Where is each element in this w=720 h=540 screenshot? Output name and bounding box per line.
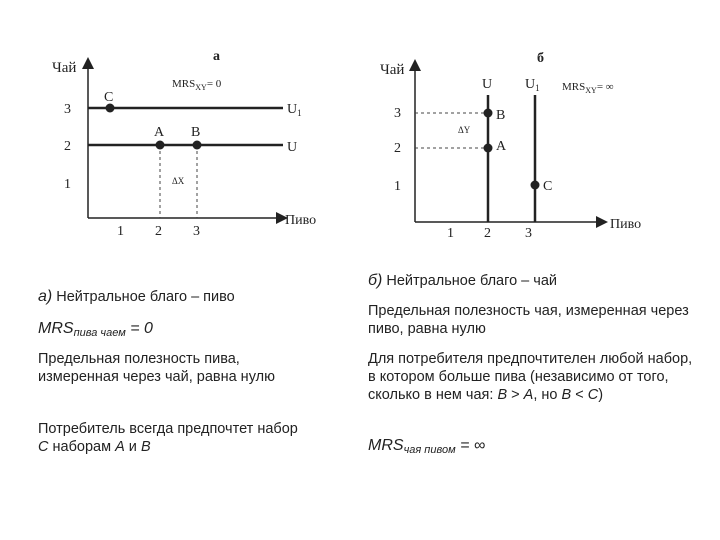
left-heading-letter: а)	[38, 288, 53, 305]
curve-u-label: U	[287, 140, 298, 155]
graph-a-y-tick-2: 2	[64, 139, 71, 154]
point-b-label: B	[191, 125, 201, 140]
left-mrs-value: = 0	[125, 320, 153, 337]
graph-a	[0, 0, 360, 280]
point-a-label: A	[154, 125, 165, 140]
delta-x-label: ΔX	[172, 176, 185, 186]
graph-a-mrs: $MRS_{XY}= 0$	[172, 78, 222, 92]
point-c-label: C	[543, 179, 553, 194]
left-mrs-formula	[38, 320, 338, 339]
graph-a-y-axis-label: Чай	[52, 60, 77, 76]
graph-b-y-tick-2: 2	[394, 141, 401, 156]
point-b	[193, 141, 202, 150]
right-heading	[368, 272, 688, 290]
right-heading-letter: б)	[368, 272, 383, 289]
graph-b-y-tick-1: 1	[394, 179, 401, 194]
graph-b-x-axis-label: Пиво	[610, 217, 642, 232]
graph-a-y-tick-3: 3	[64, 102, 71, 117]
graph-b-y-axis-label: Чай	[380, 62, 405, 78]
graph-a-y-tick-1: 1	[64, 177, 71, 192]
left-paragraph-1: Предельная полезность пива, измеренная через чай, равна нулю	[38, 351, 275, 385]
graph-b-x-tick-2: 2	[484, 226, 491, 241]
right-paragraph-2: Для потребителя предпочтителен любой набор, в котором больше пива (независимо от того, сколько в нем чая: B > A, но B < C)	[368, 351, 693, 403]
point-c	[531, 181, 540, 190]
left-heading	[38, 288, 338, 306]
point-b	[484, 109, 493, 118]
curve-u-label: U	[482, 77, 493, 92]
point-a	[484, 144, 493, 153]
curve-u1-label: $U_1$	[287, 102, 302, 118]
right-mrs-main: MRS	[368, 437, 404, 454]
right-heading-text: Нейтральное благо – чай	[382, 273, 557, 289]
left-mrs-main: MRS	[38, 320, 74, 337]
graph-a-x-tick-3: 3	[193, 224, 200, 239]
left-mrs-sub: пива чаем	[73, 327, 126, 339]
right-mrs-formula	[368, 437, 688, 456]
graph-a-x-tick-2: 2	[155, 224, 162, 239]
point-c-label: C	[104, 90, 114, 105]
graph-b-y-tick-3: 3	[394, 106, 401, 121]
curve-u1-label: $U_1$	[525, 77, 540, 93]
graph-b-mrs: $MRS_{XY}=$ ∞	[562, 81, 614, 95]
point-b-label: B	[496, 108, 506, 123]
graph-b	[360, 0, 720, 280]
right-mrs-sub: чая пивом	[403, 444, 456, 456]
graph-a-x-axis-label: Пиво	[285, 213, 317, 228]
graph-a-x-tick-1: 1	[117, 224, 124, 239]
delta-y-label: ΔY	[458, 125, 471, 135]
graph-a-title: а	[213, 49, 220, 64]
right-paragraph-1: Предельная полезность чая, измеренная через пиво, равна нулю	[368, 303, 689, 337]
graph-b-x-tick-1: 1	[447, 226, 454, 241]
left-paragraph-2: Потребитель всегда предпочтет набор С наборам А и В	[38, 421, 298, 455]
graph-b-title: б	[537, 51, 544, 66]
point-a	[156, 141, 165, 150]
point-a-label: A	[496, 139, 507, 154]
right-mrs-value: = ∞	[455, 437, 486, 454]
left-heading-text: Нейтральное благо – пиво	[52, 289, 235, 305]
graph-b-x-tick-3: 3	[525, 226, 532, 241]
